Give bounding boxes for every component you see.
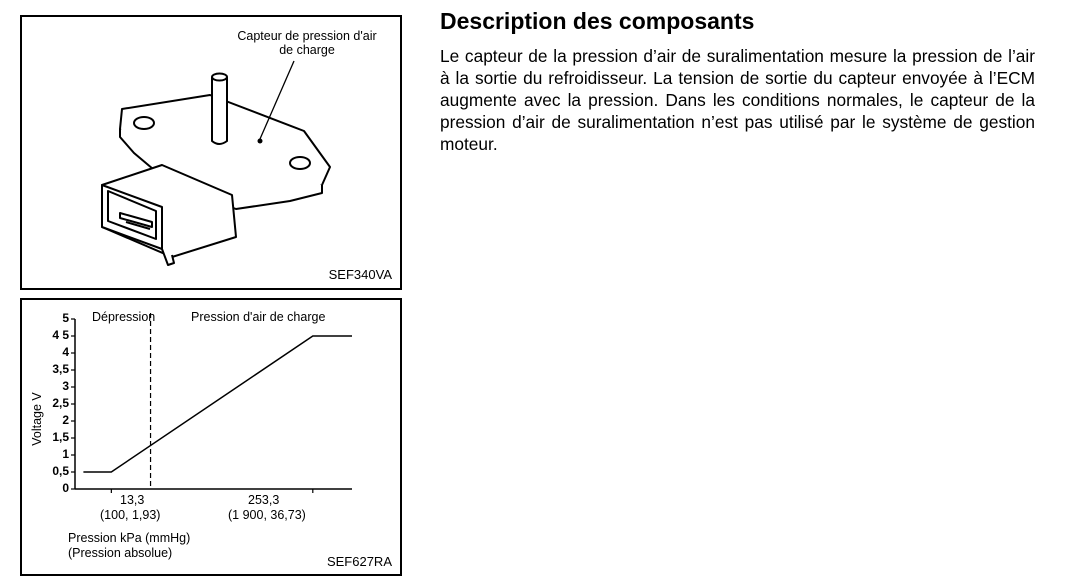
voltage-series-line <box>83 336 352 472</box>
y-tick-label: 4 5 <box>52 328 69 342</box>
y-tick-label: 0 <box>62 481 69 495</box>
y-tick-label: 2 <box>62 413 69 427</box>
y-tick-label: 2,5 <box>52 396 69 410</box>
y-tick-label: 4 <box>62 345 69 359</box>
y-tick-label: 0,5 <box>52 464 69 478</box>
x-axis-label-line-1: Pression kPa (mmHg) <box>68 531 191 545</box>
y-axis-label: Voltage V <box>30 392 44 446</box>
section-heading: Description des composants <box>440 8 755 34</box>
region-label-charge-pressure: Pression d'air de charge <box>191 310 326 324</box>
x-tick-sublabel-2: (1 900, 36,73) <box>228 508 306 522</box>
sensor-figure-code: SEF340VA <box>328 267 392 282</box>
sensor-figure <box>20 15 402 290</box>
y-tick-label: 1 <box>62 447 69 461</box>
section-body: Le capteur de la pression d’air de suralimentation mesure la pression de l’air à la sortie du refroidisseur. La tension de sortie du capteur envoyée à l’ECM augmente avec la pression. Dans les conditions normales, le capteur de la pression d’air de suralimentation n’est pas utilisé par le système de gestion moteur. <box>440 46 1035 154</box>
region-label-depression: Dépression <box>92 310 156 324</box>
sensor-illustration <box>22 17 400 288</box>
voltage-chart-figure <box>20 298 402 576</box>
y-tick-label: 5 <box>62 311 69 325</box>
y-tick-label: 3,5 <box>52 362 69 376</box>
sensor-callout-label: Capteur de pression d'air de charge <box>237 29 377 57</box>
y-tick-label: 3 <box>62 379 69 393</box>
x-tick-label-1: 13,3 <box>120 493 145 507</box>
x-tick-sublabel-1: (100, 1,93) <box>100 508 161 522</box>
chart-figure-code: SEF627RA <box>326 554 392 569</box>
y-tick-label: 1,5 <box>52 430 69 444</box>
x-axis-label-line-2: (Pression absolue) <box>68 546 173 560</box>
x-tick-label-2: 253,3 <box>248 493 280 507</box>
